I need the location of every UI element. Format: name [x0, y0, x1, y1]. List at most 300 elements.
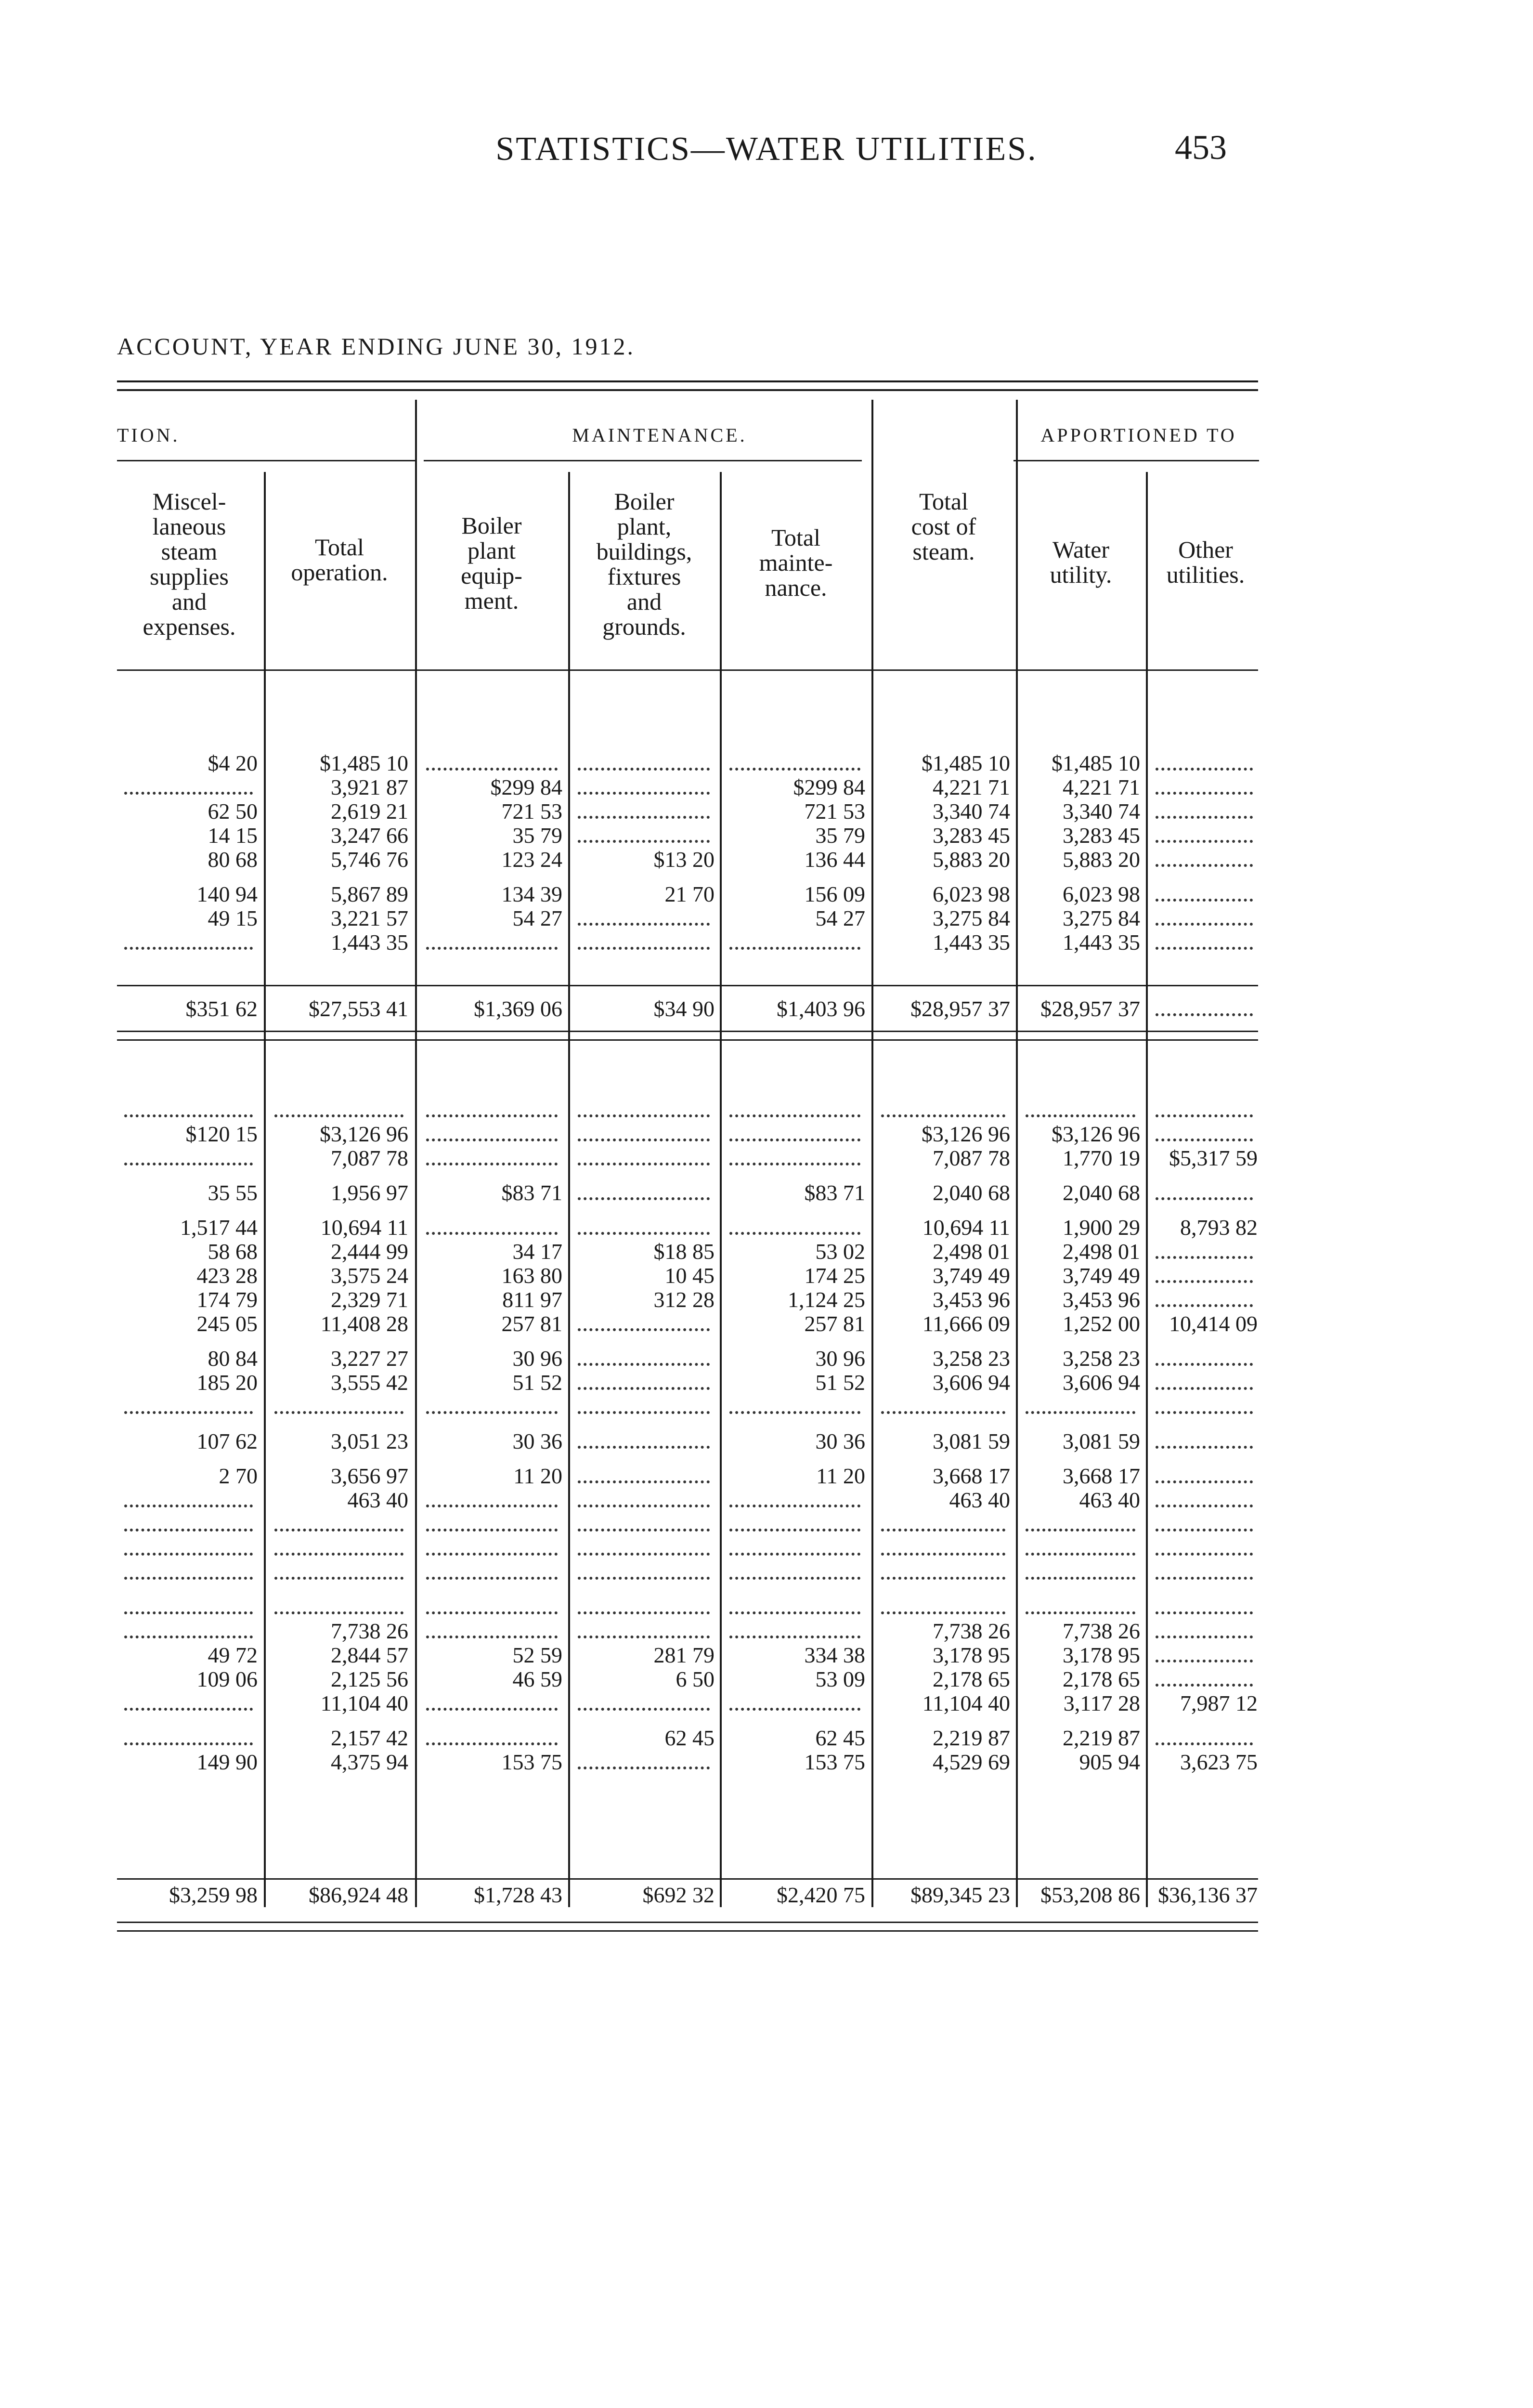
- leader-dots: [1156, 1575, 1253, 1580]
- table-cell: $4 20: [208, 751, 258, 775]
- table-cell: 3,340 74: [933, 799, 1010, 824]
- table-cell: 245 05: [196, 1311, 258, 1336]
- leader-dots: [426, 1161, 558, 1165]
- table-cell: 35 79: [815, 823, 865, 848]
- bottom-rule: [117, 1922, 1258, 1923]
- table-cell: 49 72: [208, 1643, 258, 1667]
- table-cell: 7,087 78: [933, 1146, 1010, 1170]
- table-cell: 80 84: [208, 1346, 258, 1371]
- leader-dots: [124, 1503, 253, 1507]
- table-cell: 3,606 94: [933, 1370, 1010, 1395]
- table-cell: 721 53: [501, 799, 562, 824]
- leader-dots: [426, 1610, 558, 1614]
- table-cell: 11,666 09: [922, 1311, 1010, 1336]
- table-cell: 6,023 98: [933, 882, 1010, 906]
- group-operation: TION.: [117, 424, 180, 446]
- table-cell: 5,883 20: [933, 847, 1010, 872]
- table-cell: 3,081 59: [1063, 1429, 1140, 1453]
- leader-dots: [1156, 838, 1253, 843]
- table-cell: 46 59: [512, 1667, 562, 1691]
- table-cell: 34 17: [512, 1239, 562, 1264]
- table-cell: 3,227 27: [331, 1346, 408, 1371]
- table-cell: $5,317 59: [1169, 1146, 1258, 1170]
- table-cell: 1,252 00: [1063, 1311, 1140, 1336]
- header-misc-steam-supplies: Miscel- laneous steam supplies and expenses.: [143, 488, 236, 640]
- table-cell: $1,485 10: [320, 751, 408, 775]
- header-total-maintenance: Total mainte- nance.: [759, 524, 833, 601]
- table-cell: 153 75: [804, 1750, 865, 1774]
- table-cell: 3,258 23: [933, 1346, 1010, 1371]
- group-apportioned: APPORTIONED TO: [1040, 424, 1237, 446]
- table-cell: 7,738 26: [1063, 1619, 1140, 1643]
- table-cell: 1,900 29: [1063, 1215, 1140, 1240]
- col-divider: [264, 472, 266, 1907]
- table-cell: 2,040 68: [933, 1180, 1010, 1205]
- leader-dots: [578, 1112, 710, 1117]
- leader-dots: [274, 1409, 403, 1414]
- leader-dots: [881, 1610, 1005, 1614]
- table-cell: 3,283 45: [933, 823, 1010, 848]
- leader-dots: [578, 1527, 710, 1531]
- table-cell: 30 96: [512, 1346, 562, 1371]
- table-cell: 257 81: [501, 1311, 562, 1336]
- table-cell: 11,104 40: [320, 1691, 408, 1715]
- total-cell: $28,957 37: [910, 996, 1010, 1021]
- table-cell: $3,126 96: [320, 1122, 408, 1146]
- leader-dots: [426, 1137, 558, 1141]
- table-cell: 3,749 49: [1063, 1263, 1140, 1288]
- col-divider: [1016, 400, 1018, 1907]
- table-cell: 2,619 21: [331, 799, 408, 824]
- table-cell: 10,694 11: [320, 1215, 408, 1240]
- table-cell: 174 79: [196, 1287, 258, 1312]
- table-cell: 107 62: [196, 1429, 258, 1453]
- table-cell: 4,375 94: [331, 1750, 408, 1774]
- leader-dots: [1156, 790, 1253, 795]
- header-boiler-plant-buildings: Boiler plant, buildings, fixtures and grounds.: [596, 488, 692, 640]
- leader-dots: [1156, 1302, 1253, 1307]
- leader-dots: [729, 1112, 860, 1117]
- table-cell: 3,921 87: [331, 775, 408, 799]
- leader-dots: [729, 1706, 860, 1711]
- table-cell: 11 20: [816, 1464, 865, 1488]
- leader-dots: [578, 838, 710, 843]
- header-total-operation: Total operation.: [291, 534, 388, 586]
- leader-dots: [1026, 1610, 1135, 1614]
- leader-dots: [578, 1409, 710, 1414]
- leader-dots: [1156, 1551, 1253, 1556]
- table-cell: $1,485 10: [922, 751, 1010, 775]
- leader-dots: [426, 1409, 558, 1414]
- table-cell: 51 52: [512, 1370, 562, 1395]
- leader-dots: [124, 1112, 253, 1117]
- total-cell: $86,924 48: [309, 1883, 408, 1907]
- table-cell: 3,178 95: [933, 1643, 1010, 1667]
- header-other-utilities: Other utilities.: [1166, 536, 1245, 588]
- table-cell: 10,414 09: [1169, 1311, 1258, 1336]
- table-cell: 3,555 42: [331, 1370, 408, 1395]
- table-cell: 3,606 94: [1063, 1370, 1140, 1395]
- table-cell: 53 09: [815, 1667, 865, 1691]
- table-cell: 80 68: [208, 847, 258, 872]
- leader-dots: [1156, 1361, 1253, 1366]
- leader-dots: [124, 1741, 253, 1745]
- table-cell: 156 09: [804, 882, 865, 906]
- table-cell: 423 28: [196, 1263, 258, 1288]
- leader-dots: [729, 1527, 860, 1531]
- table-cell: 2,219 87: [933, 1726, 1010, 1750]
- total-cell: $3,259 98: [169, 1883, 258, 1907]
- table-cell: 2,498 01: [1063, 1239, 1140, 1264]
- table-cell: 3,258 23: [1063, 1346, 1140, 1371]
- leader-dots: [1156, 1385, 1253, 1390]
- total-cell: $89,345 23: [910, 1883, 1010, 1907]
- leader-dots: [1156, 1137, 1253, 1141]
- table-cell: $299 84: [793, 775, 865, 799]
- leader-dots: [578, 1503, 710, 1507]
- table-cell: 109 06: [196, 1667, 258, 1691]
- leader-dots: [1156, 1741, 1253, 1745]
- leader-dots: [578, 1610, 710, 1614]
- col-divider: [415, 400, 417, 1907]
- leader-dots: [881, 1112, 1005, 1117]
- table-cell: $3,126 96: [1052, 1122, 1140, 1146]
- table-caption: ACCOUNT, YEAR ENDING JUNE 30, 1912.: [117, 333, 636, 360]
- leader-dots: [729, 1634, 860, 1638]
- table-cell: 463 40: [347, 1488, 408, 1512]
- table-cell: 62 45: [815, 1726, 865, 1750]
- group-rule-maintenance: [424, 460, 862, 461]
- table-cell: 30 96: [815, 1346, 865, 1371]
- leader-dots: [578, 1634, 710, 1638]
- table-cell: 4,221 71: [1063, 775, 1140, 799]
- leader-dots: [274, 1112, 403, 1117]
- table-cell: 3,283 45: [1063, 823, 1140, 848]
- table-cell: 312 28: [653, 1287, 715, 1312]
- table-cell: 7,738 26: [933, 1619, 1010, 1643]
- leader-dots: [124, 1575, 253, 1580]
- leader-dots: [124, 790, 253, 795]
- leader-dots: [1156, 766, 1253, 771]
- leader-dots: [426, 766, 558, 771]
- table-cell: 35 79: [512, 823, 562, 848]
- table-cell: 174 25: [804, 1263, 865, 1288]
- table-cell: 3,668 17: [1063, 1464, 1140, 1488]
- total-cell: $34 90: [653, 996, 715, 1021]
- table-cell: 2,329 71: [331, 1287, 408, 1312]
- table-cell: 58 68: [208, 1239, 258, 1264]
- leader-dots: [578, 1385, 710, 1390]
- total-cell: $2,420 75: [777, 1883, 865, 1907]
- leader-dots: [578, 1575, 710, 1580]
- table-cell: 35 55: [208, 1180, 258, 1205]
- table-cell: 2,125 56: [331, 1667, 408, 1691]
- leader-dots: [1156, 1112, 1253, 1117]
- section-rule-2: [117, 1039, 1258, 1041]
- leader-dots: [1026, 1527, 1135, 1531]
- leader-dots: [1156, 1527, 1253, 1531]
- group-rule-apportioned: [1013, 460, 1259, 461]
- table-cell: 3,247 66: [331, 823, 408, 848]
- leader-dots: [578, 814, 710, 819]
- leader-dots: [1026, 1551, 1135, 1556]
- table-cell: 2,444 99: [331, 1239, 408, 1264]
- leader-dots: [426, 1503, 558, 1507]
- table-cell: $299 84: [490, 775, 562, 799]
- table-cell: 2 70: [219, 1464, 258, 1488]
- table-cell: 463 40: [1079, 1488, 1140, 1512]
- table-cell: $83 71: [804, 1180, 865, 1205]
- table-cell: 905 94: [1079, 1750, 1140, 1774]
- leader-dots: [1156, 814, 1253, 819]
- total-cell: $1,369 06: [474, 996, 562, 1021]
- table-cell: 62 45: [664, 1726, 715, 1750]
- table-cell: 5,867 89: [331, 882, 408, 906]
- leader-dots: [1156, 1682, 1253, 1687]
- table-cell: 3,575 24: [331, 1263, 408, 1288]
- leader-dots: [1156, 1479, 1253, 1483]
- col-divider: [720, 472, 722, 1907]
- table-cell: 3,117 28: [1063, 1691, 1140, 1715]
- header-boiler-plant-equipment: Boiler plant equip- ment.: [461, 512, 522, 614]
- leader-dots: [1156, 1278, 1253, 1283]
- table-cell: 2,844 57: [331, 1643, 408, 1667]
- leader-dots: [1156, 1195, 1253, 1200]
- table-cell: 3,178 95: [1063, 1643, 1140, 1667]
- table-cell: 3,275 84: [933, 906, 1010, 930]
- table-cell: 3,340 74: [1063, 799, 1140, 824]
- leader-dots: [578, 1551, 710, 1556]
- table-cell: 5,883 20: [1063, 847, 1140, 872]
- leader-dots: [881, 1551, 1005, 1556]
- leader-dots: [1156, 945, 1253, 950]
- table-cell: 6,023 98: [1063, 882, 1140, 906]
- table-cell: 4,221 71: [933, 775, 1010, 799]
- leader-dots: [1156, 1254, 1253, 1259]
- leader-dots: [124, 1527, 253, 1531]
- total-cell: $1,728 43: [474, 1883, 562, 1907]
- leader-dots: [1156, 1658, 1253, 1662]
- table-cell: 163 80: [501, 1263, 562, 1288]
- section-rule: [117, 1031, 1258, 1032]
- leader-dots: [1156, 862, 1253, 867]
- table-cell: 21 70: [664, 882, 715, 906]
- table-cell: 7,087 78: [331, 1146, 408, 1170]
- leader-dots: [124, 1161, 253, 1165]
- leader-dots: [578, 1230, 710, 1235]
- table-cell: $3,126 96: [922, 1122, 1010, 1146]
- leader-dots: [124, 1610, 253, 1614]
- table-cell: $18 85: [653, 1239, 715, 1264]
- leader-dots: [426, 1230, 558, 1235]
- leader-dots: [578, 1195, 710, 1200]
- col-divider: [871, 400, 873, 1907]
- table-cell: 14 15: [208, 823, 258, 848]
- leader-dots: [578, 1161, 710, 1165]
- table-cell: 153 75: [501, 1750, 562, 1774]
- leader-dots: [426, 1741, 558, 1745]
- table-cell: 1,517 44: [180, 1215, 258, 1240]
- leader-dots: [274, 1610, 403, 1614]
- leader-dots: [274, 1551, 403, 1556]
- leader-dots: [578, 945, 710, 950]
- leader-dots: [578, 1706, 710, 1711]
- table-cell: 2,040 68: [1063, 1180, 1140, 1205]
- table-cell: 136 44: [804, 847, 865, 872]
- table-cell: 134 39: [501, 882, 562, 906]
- table-cell: 1,124 25: [788, 1287, 865, 1312]
- leader-dots: [1156, 1634, 1253, 1638]
- page-number: 453: [1175, 128, 1227, 167]
- table-cell: 140 94: [196, 882, 258, 906]
- leader-dots: [426, 1551, 558, 1556]
- leader-dots: [124, 945, 253, 950]
- leader-dots: [1156, 1011, 1253, 1016]
- leader-dots: [729, 766, 860, 771]
- total-cell: $1,403 96: [777, 996, 865, 1021]
- table-cell: 334 38: [804, 1643, 865, 1667]
- table-cell: 49 15: [208, 906, 258, 930]
- table-cell: 10 45: [664, 1263, 715, 1288]
- subtotal-rule: [117, 985, 1258, 986]
- table-cell: 10,694 11: [922, 1215, 1010, 1240]
- leader-dots: [729, 1230, 860, 1235]
- table-cell: 2,498 01: [933, 1239, 1010, 1264]
- table-cell: 281 79: [653, 1643, 715, 1667]
- table-cell: $13 20: [653, 847, 715, 872]
- table-cell: 3,656 97: [331, 1464, 408, 1488]
- table-cell: 3,668 17: [933, 1464, 1010, 1488]
- leader-dots: [124, 1409, 253, 1414]
- col-divider: [568, 472, 570, 1907]
- group-maintenance: MAINTENANCE.: [572, 424, 747, 446]
- table-cell: 1,443 35: [933, 930, 1010, 955]
- leader-dots: [729, 1161, 860, 1165]
- group-rule-operation: [117, 460, 416, 461]
- leader-dots: [1156, 1444, 1253, 1449]
- leader-dots: [578, 1361, 710, 1366]
- table-cell: 1,443 35: [331, 930, 408, 955]
- table-cell: 3,453 96: [933, 1287, 1010, 1312]
- table-cell: 30 36: [815, 1429, 865, 1453]
- table-cell: 52 59: [512, 1643, 562, 1667]
- table-cell: 185 20: [196, 1370, 258, 1395]
- col-divider: [1146, 472, 1148, 1907]
- table-cell: $83 71: [501, 1180, 562, 1205]
- leader-dots: [1026, 1409, 1135, 1414]
- leader-dots: [729, 945, 860, 950]
- table-cell: 62 50: [208, 799, 258, 824]
- table-cell: 54 27: [512, 906, 562, 930]
- table-cell: 3,051 23: [331, 1429, 408, 1453]
- table-cell: 2,219 87: [1063, 1726, 1140, 1750]
- header-total-cost-steam: Total cost of steam.: [911, 488, 976, 565]
- table-cell: 11 20: [513, 1464, 562, 1488]
- table-cell: 3,221 57: [331, 906, 408, 930]
- table-cell: 30 36: [512, 1429, 562, 1453]
- table-cell: 123 24: [501, 847, 562, 872]
- table-cell: 721 53: [804, 799, 865, 824]
- leader-dots: [124, 1551, 253, 1556]
- table-cell: 54 27: [815, 906, 865, 930]
- table-cell: 11,408 28: [320, 1311, 408, 1336]
- table-cell: 2,178 65: [1063, 1667, 1140, 1691]
- leader-dots: [426, 1706, 558, 1711]
- header-bottom-rule: [117, 669, 1258, 671]
- leader-dots: [1156, 1409, 1253, 1414]
- table-cell: 3,623 75: [1180, 1750, 1258, 1774]
- total-cell: $692 32: [642, 1883, 715, 1907]
- table-cell: 51 52: [815, 1370, 865, 1395]
- table-cell: $1,485 10: [1052, 751, 1140, 775]
- leader-dots: [881, 1409, 1005, 1414]
- leader-dots: [881, 1575, 1005, 1580]
- table-cell: 11,104 40: [922, 1691, 1010, 1715]
- table-cell: 3,453 96: [1063, 1287, 1140, 1312]
- table-cell: 2,157 42: [331, 1726, 408, 1750]
- leader-dots: [124, 1634, 253, 1638]
- leader-dots: [881, 1527, 1005, 1531]
- bottom-rule-2: [117, 1930, 1258, 1932]
- total-cell: $53,208 86: [1040, 1883, 1140, 1907]
- leader-dots: [729, 1137, 860, 1141]
- total-cell: $351 62: [185, 996, 258, 1021]
- leader-dots: [274, 1527, 403, 1531]
- leader-dots: [426, 1575, 558, 1580]
- leader-dots: [274, 1575, 403, 1580]
- leader-dots: [729, 1409, 860, 1414]
- header-water-utility: Water utility.: [1050, 536, 1112, 588]
- leader-dots: [426, 1112, 558, 1117]
- table-cell: 7,987 12: [1180, 1691, 1258, 1715]
- leader-dots: [578, 790, 710, 795]
- leader-dots: [1026, 1575, 1135, 1580]
- running-title: STATISTICS—WATER UTILITIES.: [495, 131, 1038, 168]
- leader-dots: [426, 945, 558, 950]
- leader-dots: [578, 1444, 710, 1449]
- leader-dots: [729, 1610, 860, 1614]
- table-cell: 149 90: [196, 1750, 258, 1774]
- leader-dots: [1156, 1503, 1253, 1507]
- subtotal-rule: [117, 1878, 1258, 1880]
- total-cell: $27,553 41: [309, 996, 408, 1021]
- leader-dots: [729, 1575, 860, 1580]
- leader-dots: [124, 1706, 253, 1711]
- table-cell: 53 02: [815, 1239, 865, 1264]
- table-cell: 2,178 65: [933, 1667, 1010, 1691]
- table-cell: 1,770 19: [1063, 1146, 1140, 1170]
- top-rule: [117, 380, 1258, 382]
- leader-dots: [1156, 897, 1253, 902]
- leader-dots: [729, 1503, 860, 1507]
- table-cell: 6 50: [676, 1667, 715, 1691]
- table-cell: 4,529 69: [933, 1750, 1010, 1774]
- table-cell: 811 97: [502, 1287, 562, 1312]
- table-cell: 3,275 84: [1063, 906, 1140, 930]
- leader-dots: [578, 1479, 710, 1483]
- table-cell: 257 81: [804, 1311, 865, 1336]
- leader-dots: [578, 1765, 710, 1769]
- table-cell: 1,956 97: [331, 1180, 408, 1205]
- table-cell: 3,749 49: [933, 1263, 1010, 1288]
- leader-dots: [1026, 1112, 1135, 1117]
- leader-dots: [578, 1137, 710, 1141]
- table-cell: 5,746 76: [331, 847, 408, 872]
- total-cell: $36,136 37: [1158, 1883, 1258, 1907]
- table-cell: 3,081 59: [933, 1429, 1010, 1453]
- leader-dots: [426, 1634, 558, 1638]
- leader-dots: [578, 766, 710, 771]
